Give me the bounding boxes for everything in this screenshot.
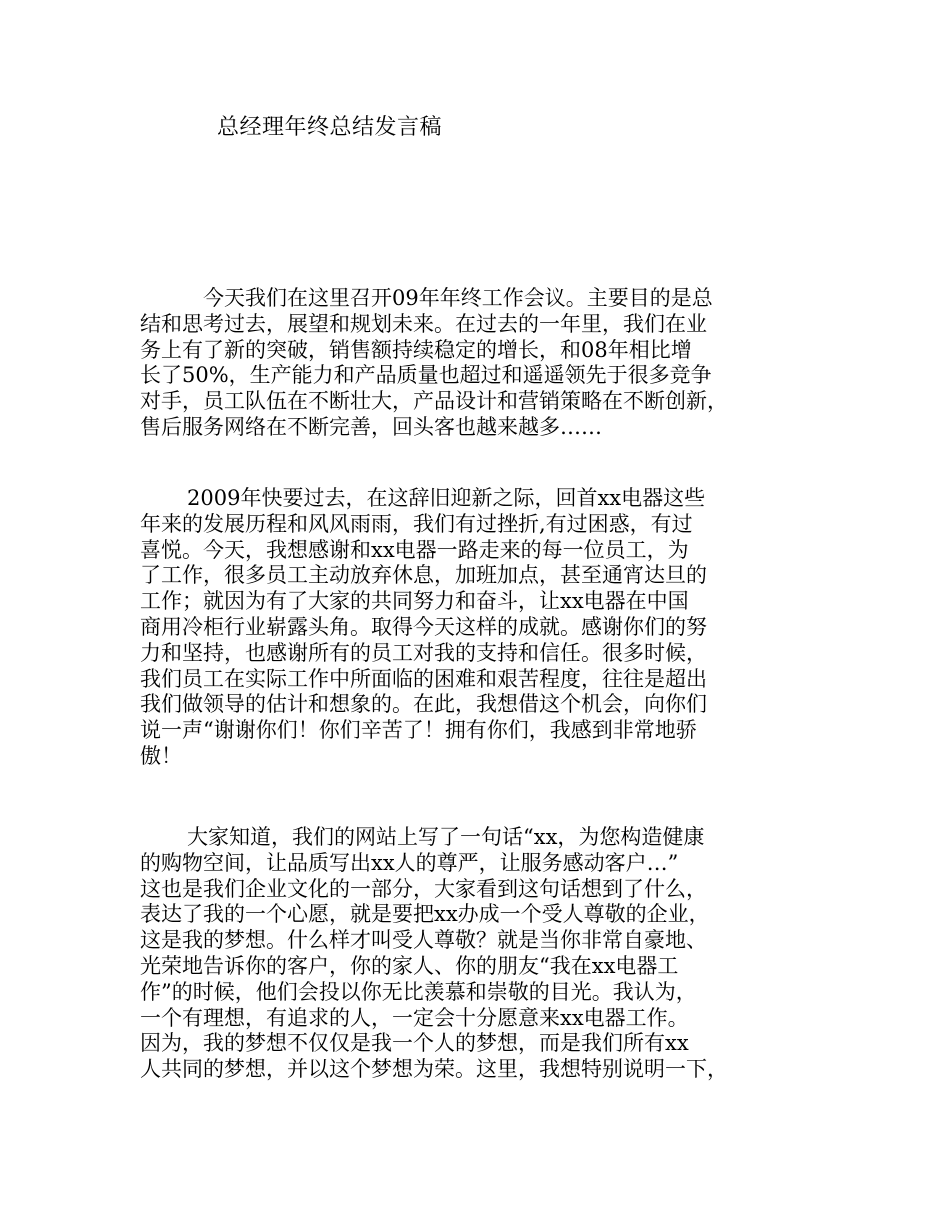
paragraph-line: 结和思考过去，展望和规划未来。在过去的一年里，我们在业 bbox=[140, 311, 707, 336]
paragraph-line: 说一声“谢谢你们！你们辛苦了！拥有你们，我感到非常地骄 bbox=[140, 718, 697, 743]
paragraph-line: 人共同的梦想，并以这个梦想为荣。这里，我想特别说明一下， bbox=[140, 1057, 728, 1082]
paragraph-line: 这也是我们企业文化的一部分，大家看到这句话想到了什么， bbox=[140, 876, 707, 901]
paragraph-line: 我们做领导的估计和想象的。在此，我想借这个机会，向你们 bbox=[140, 692, 707, 717]
paragraph-line: 一个有理想，有追求的人，一定会十分愿意来xx电器工作。 bbox=[140, 1005, 689, 1030]
paragraph-line: 对手，员工队伍在不断壮大，产品设计和营销策略在不断创新， bbox=[140, 389, 728, 414]
paragraph-line: 务上有了新的突破，销售额持续稳定的增长，和08年相比增 bbox=[140, 337, 692, 362]
paragraph-line: 年来的发展历程和风风雨雨，我们有过挫折,有过困惑，有过 bbox=[140, 511, 693, 536]
paragraph-line: 了工作，很多员工主动放弃休息，加班加点，甚至通宵达旦的 bbox=[140, 563, 707, 588]
paragraph-line: 大家知道，我们的网站上写了一句话“xx，为您构造健康 bbox=[187, 825, 705, 849]
paragraph-line: 2009年快要过去，在这辞旧迎新之际，回首xx电器这些 bbox=[187, 486, 706, 510]
paragraph-line: 因为，我的梦想不仅仅是我一个人的梦想，而是我们所有xx bbox=[140, 1031, 689, 1056]
paragraph-line: 傲！ bbox=[140, 743, 182, 768]
paragraph-line: 表达了我的一个心愿，就是要把xx办成一个受人尊敬的企业， bbox=[140, 902, 710, 927]
paragraph-line: 作”的时候，他们会投以你无比羡慕和崇敬的目光。我认为， bbox=[140, 979, 697, 1004]
paragraph-line: 的购物空间，让品质写出xx人的尊严，让服务感动客户…” bbox=[140, 850, 679, 875]
paragraph-line: 售后服务网络在不断完善，回头客也越来越多…… bbox=[140, 414, 602, 439]
paragraph-line: 商用冷柜行业崭露头角。取得今天这样的成就。感谢你们的努 bbox=[140, 614, 707, 639]
paragraph-line: 这是我的梦想。什么样才叫受人尊敬？就是当你非常自豪地、 bbox=[140, 928, 707, 953]
paragraph-3 bbox=[140, 825, 840, 1083]
paragraph-2 bbox=[140, 486, 840, 770]
paragraph-line: 力和坚持，也感谢所有的员工对我的支持和信任。很多时候， bbox=[140, 640, 707, 665]
paragraph-line: 今天我们在这里召开09年年终工作会议。主要目的是总 bbox=[203, 286, 713, 310]
paragraph-line: 我们员工在实际工作中所面临的困难和艰苦程度，往往是超出 bbox=[140, 666, 707, 691]
paragraph-line: 工作；就因为有了大家的共同努力和奋斗，让xx电器在中国 bbox=[140, 589, 689, 614]
document-title: 总经理年终总结发言稿 bbox=[217, 115, 443, 140]
paragraph-1 bbox=[140, 286, 840, 441]
paragraph-line: 长了50%，生产能力和产品质量也超过和遥遥领先于很多竞争 bbox=[140, 363, 712, 388]
paragraph-line: 喜悦。今天，我想感谢和xx电器一路走来的每一位员工，为 bbox=[140, 537, 689, 562]
paragraph-line: 光荣地告诉你的客户，你的家人、你的朋友“我在xx电器工 bbox=[140, 953, 679, 978]
